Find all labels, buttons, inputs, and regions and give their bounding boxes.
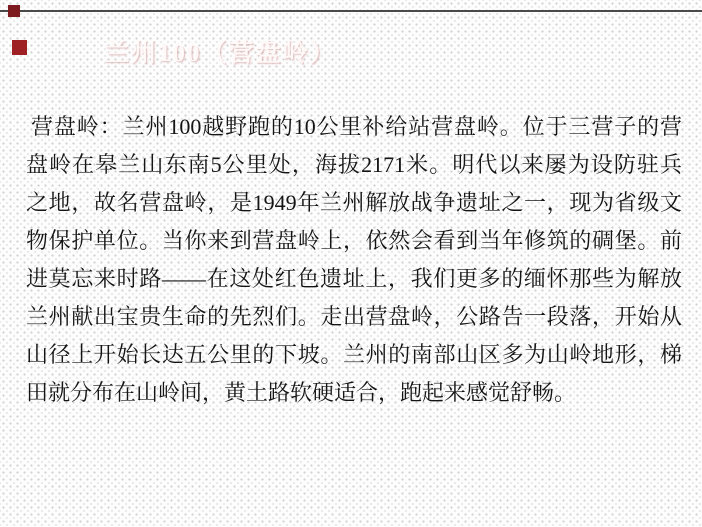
header-rule-line bbox=[0, 10, 702, 12]
body-line-1: 营盘岭：兰州100越野跑的10公里补给站营盘岭。位于三营子的营 bbox=[31, 114, 682, 139]
decor-square-top bbox=[8, 5, 20, 17]
body-paragraph bbox=[26, 108, 682, 412]
body-line-4: 物保护单位。当你来到营盘岭上，依然会看到当年修筑的碉堡。前 bbox=[26, 228, 682, 253]
body-line-8: 田就分布在山岭间，黄土路软硬适合，跑起来感觉舒畅。 bbox=[26, 380, 577, 405]
body-line-6: 兰州献出宝贵生命的先烈们。走出营盘岭，公路告一段落，开始从 bbox=[26, 304, 682, 329]
decor-square-bottom bbox=[12, 40, 27, 55]
body-line-2: 盘岭在皋兰山东南5公里处，海拔2171米。明代以来屡为设防驻兵 bbox=[26, 152, 682, 177]
slide-title-watermark: 兰州100（营盘岭） bbox=[104, 40, 337, 67]
body-line-7: 山径上开始长达五公里的下坡。兰州的南部山区多为山岭地形，梯 bbox=[26, 342, 682, 367]
body-line-5: 进莫忘来时路——在这处红色遗址上，我们更多的缅怀那些为解放 bbox=[26, 266, 682, 291]
body-line-3: 之地，故名营盘岭，是1949年兰州解放战争遗址之一，现为省级文 bbox=[26, 190, 682, 215]
